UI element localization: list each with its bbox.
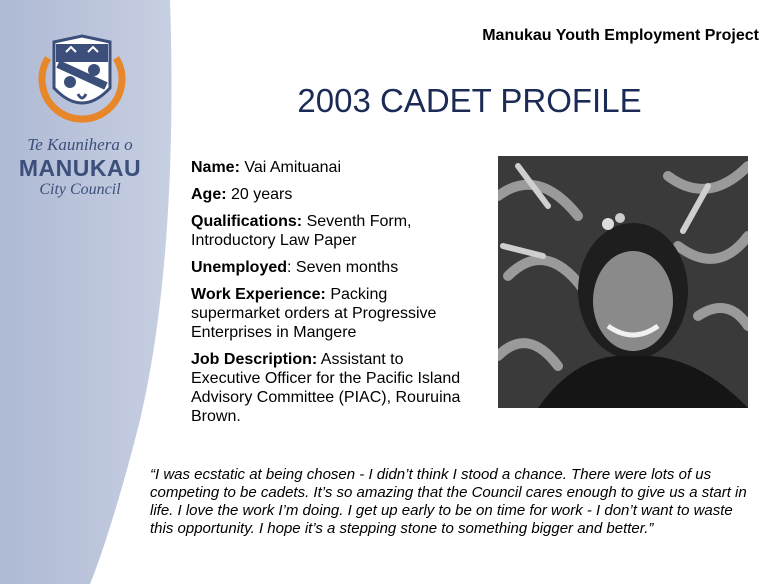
council-wordmark-line3: City Council [39,181,121,198]
field-qualifications [191,212,461,250]
field-qualifications-value: Seventh Form, Introductory Law Paper [191,213,412,249]
field-work-experience [191,285,461,342]
field-age [191,185,461,204]
field-work-experience-label: Work Experience: [191,286,326,303]
field-qualifications-label: Qualifications: [191,213,303,230]
cadet-profile [191,158,461,434]
field-unemployed-value: : Seven months [287,259,399,276]
cadet-photo [498,156,748,408]
page-title-text: 2003 CADET PROFILE [297,82,642,119]
council-wordmark-line2: MANUKAU [18,155,142,181]
project-header: Manukau Youth Employment Project [482,27,759,44]
field-unemployed-label: Unemployed [191,259,288,276]
field-job-description-label: Job Description: [191,351,318,368]
field-name-label: Name: [191,159,240,176]
field-name [191,158,461,177]
field-name-value: Vai Amituanai [239,159,341,176]
field-age-value: 20 years [226,186,293,203]
field-unemployed [191,258,461,277]
field-job-description [191,350,461,426]
cadet-quote: “I was ecstatic at being chosen - I didn’t think I stood a chance. There were lots of us competing to be cadets. It’s so amazing that the Council cares enough to give us a start in life. I love the work I’m doing. I get up early to be on time for work - I don’t want to waste this opportunity. I hope it’s a stepping stone to something bigger and better.” [150,466,747,537]
field-work-experience-value: Packing supermarket orders at Progressive Enterprises in Mangere [191,286,437,341]
council-wordmark [10,135,150,199]
field-job-description-value: Assistant to Executive Officer for the Pacific Island Advisory Committee (PIAC), Rouruina Brown. [191,351,461,425]
page-title [0,82,779,120]
field-age-label: Age: [191,186,227,203]
council-wordmark-line1: Te Kaunihera o [27,135,133,154]
